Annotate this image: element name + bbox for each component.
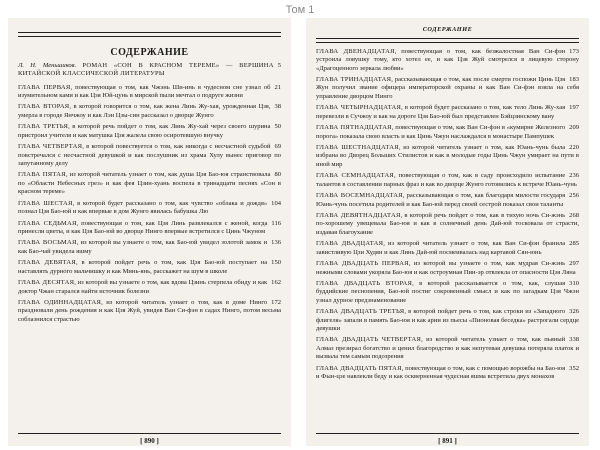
toc-chapter-label: ГЛАВА ТРЕТЬЯ	[18, 123, 69, 131]
toc-page-number: 104	[271, 199, 281, 207]
toc-chapter-label: ГЛАВА ДВАДЦАТЬ ТРЕТЬЯ	[316, 308, 405, 316]
toc-page-number: 5	[277, 62, 281, 69]
toc-page-number: 326	[569, 308, 579, 316]
toc-entry[interactable]	[18, 200, 281, 217]
toc-chapter-description: , повествующая о том, как Ван Си-фэн в «кумирне Железного порога» показала свою власть и как Цинь Чжун наслаждался в монастыре Пампушек	[316, 124, 566, 140]
page-number: [ 891 ]	[438, 437, 457, 445]
toc-list	[18, 62, 281, 327]
toc-page-number: 21	[274, 83, 281, 91]
toc-entry[interactable]	[316, 172, 579, 189]
toc-chapter-label: ГЛАВА ПЕРВАЯ	[18, 83, 71, 91]
toc-chapter-label: ГЛАВА ДЕВЯТНАДЦАТАЯ	[316, 212, 401, 220]
toc-chapter-description: , из которой читатель узнает о том, как пьяный Алмаз презирал богатство и ценил благородство и как непутевая девушка потеряла платок и вызвала тем самым подозрения	[316, 336, 579, 361]
toc-chapter-label: РОМАН «СОН В КРАСНОМ ТЕРЕМЕ» — ВЕРШИНА КИТАЙСКОЙ КЛАССИЧЕСКОЙ ЛИТЕРАТУРЫ	[18, 62, 274, 78]
toc-entry[interactable]	[18, 143, 281, 168]
toc-entry[interactable]	[18, 299, 281, 324]
toc-entry[interactable]	[18, 123, 281, 140]
toc-page-number: 236	[569, 172, 579, 180]
toc-chapter-label: ГЛАВА ПЯТАЯ	[18, 171, 66, 179]
toc-chapter-description: , рассказывающая о том, как после смерти госпожи Цинь Цзя Жун получил звание офицера императорской охраны и как Ван Си-фэн взяла на себя управление дворцом Нинго	[316, 76, 579, 100]
toc-chapter-label: ГЛАВА ДВАДЦАТЬ ЧЕТВЕРТАЯ	[316, 336, 422, 344]
toc-entry[interactable]	[316, 308, 579, 333]
toc-chapter-label: ГЛАВА ДВАДЦАТАЯ	[316, 240, 384, 248]
toc-chapter-label: ГЛАВА ЧЕТЫРНАДЦАТАЯ	[316, 104, 402, 112]
toc-chapter-description: , в которой пойдет речь о том, как строки из «Западного флигеля» запали в память Бао-юя и как арии из пьесы «Пионовая беседка» растрогали сердце девушки	[316, 308, 579, 332]
toc-page-number: 256	[569, 192, 579, 200]
toc-page-number: 38	[274, 103, 281, 111]
toc-chapter-label: ГЛАВА ДВАДЦАТЬ ВТОРАЯ	[316, 280, 413, 288]
page-title: СОДЕРЖАНИЕ	[110, 47, 189, 58]
toc-list	[316, 48, 579, 385]
toc-chapter-description: , из которой читатель узнает о том, как в доме Нинго праздновали день рождения и как Цзя Жуй, увидев Ван Си-фэн в садах Нинго, потом весьма соблазнился страстью	[18, 299, 281, 323]
toc-chapter-description: , из которой вы узнаете о том, как Бао-юй увидел золотой замок и как Бао-чай увидела яшму	[18, 239, 268, 255]
toc-chapter-description: , в которой будет рассказано о том, как тело Линь Жу-хая перевезли в Сучжоу и как на дороге Цзя Бао-юй был представлен Бэйцзинскому вану	[316, 104, 566, 120]
toc-entry[interactable]	[18, 220, 281, 237]
toc-chapter-label: ГЛАВА ДВЕНАДЦАТАЯ	[316, 48, 395, 55]
toc-chapter-label: ГЛАВА ВТОРАЯ	[18, 103, 70, 111]
toc-chapter-label: ГЛАВА ДВАДЦАТЬ ПЕРВАЯ	[316, 260, 409, 268]
toc-entry[interactable]	[18, 171, 281, 196]
toc-chapter-description: , повествующая о том, как Чжэнь Ши-инь в чудесном сне узнал об изумительном ками и как Цзя Юй-цунь в мирской пыли мечтал о подруге жизни	[18, 83, 271, 99]
toc-chapter-description: , из которой читатель узнает о том, как Ван Си-фэн бранила завистливую Цзи Худян и как Линь Дай-юй посмеивалась над картавой Сян-юнь	[316, 240, 566, 256]
toc-entry[interactable]	[18, 84, 281, 101]
toc-entry[interactable]	[18, 239, 281, 256]
toc-chapter-label: ГЛАВА ПЯТНАДЦАТАЯ	[316, 124, 392, 132]
toc-entry[interactable]	[316, 280, 579, 305]
toc-page-number: 183	[569, 76, 579, 84]
toc-chapter-label: ГЛАВА ДЕСЯТАЯ	[18, 279, 75, 287]
toc-entry[interactable]	[18, 259, 281, 276]
toc-chapter-description: , из которой читатель узнает о том, как душа Цзя Бао-юя странствовала по «Области Небесных грез» и как фея Цзин-хуань воспела в тринадцати песнях «Сон в красном тереме»	[18, 171, 281, 196]
toc-entry[interactable]	[316, 104, 579, 121]
toc-chapter-label: ГЛАВА СЕМНАДЦАТАЯ	[316, 172, 395, 180]
page-number: [ 890 ]	[140, 437, 159, 445]
toc-entry[interactable]	[18, 103, 281, 120]
toc-entry[interactable]	[316, 336, 579, 361]
toc-page-number: 136	[271, 239, 281, 247]
toc-entry[interactable]	[316, 240, 579, 257]
toc-page-number: 209	[569, 124, 579, 132]
toc-chapter-label: ГЛАВА ДЕВЯТАЯ	[18, 259, 76, 267]
toc-entry[interactable]	[316, 365, 579, 382]
toc-chapter-label: ГЛАВА ВОСЕМНАДЦАТАЯ	[316, 192, 403, 200]
toc-page-number: 220	[569, 144, 579, 152]
toc-chapter-description: , в которой рассказывается о том, как, слушая буддийские песнопения, Бао-юй постиг сокровенный смысл и как по загадкам Цзя Чжэн узнал дурное предзнаменование	[316, 280, 579, 304]
toc-page-number: 268	[569, 212, 579, 220]
toc-chapter-description: , в которой говорится о том, как жена Линь Жу-хая, урожденная Цзя, умерла в городе Янчжоу и как Лэн Цзы-син рассказал о дворце Жунго	[18, 103, 271, 119]
volume-header: Том 1	[285, 4, 315, 16]
toc-chapter-description: , в которой повествуется о том, как никогда с несчастной судьбой повстречался с несчастной девушкой и как послушник из храма Хулу вынес приговор по запутанному делу	[18, 143, 281, 167]
left-page	[8, 18, 291, 446]
toc-page-number: 173	[569, 48, 579, 55]
toc-chapter-description: , повествующая о том, как Цзя Линь развлекался с женой, когда принесли цветы, и как Цзя Бао-юй во дворце Нинго впервые встретился с Цинь Чжуном	[18, 219, 268, 235]
toc-entry[interactable]	[316, 260, 579, 277]
bottom-rule	[18, 433, 281, 434]
toc-chapter-label: ГЛАВА ОДИННАДЦАТАЯ	[18, 299, 102, 307]
toc-chapter-label: ГЛАВА ШЕСТАЯ	[18, 199, 73, 207]
toc-entry[interactable]	[316, 48, 579, 73]
toc-page-number: 150	[271, 259, 281, 267]
toc-page-number: 162	[271, 279, 281, 287]
right-page	[306, 18, 589, 446]
toc-entry[interactable]	[316, 144, 579, 169]
toc-page-number: 352	[569, 364, 579, 372]
toc-page-number: 197	[569, 104, 579, 112]
running-head: СОДЕРЖАНИЕ	[422, 26, 473, 33]
top-double-rule	[316, 38, 579, 43]
toc-page-number: 310	[569, 280, 579, 288]
toc-chapter-description: , в которой речь пойдет о том, как Линь Жу-хай через своего шурина пристроил учителя и как матушка Цзя жалела свою осиротевшую внучку	[18, 123, 271, 139]
toc-entry[interactable]	[316, 212, 579, 237]
toc-entry[interactable]	[18, 279, 281, 296]
toc-chapter-description: , повествующая о том, как в саду происходило испытание талантов в составлении парных фраз и как во дворце Жунго готовились к встрече Юань-чунь	[316, 172, 577, 188]
toc-chapter-label: ГЛАВА СЕДЬМАЯ	[18, 219, 77, 227]
toc-chapter-description: , повествующая о том, как с помощью ворожбы на Бао-юя и Фын-цзе навлекли беду и как оскверненная чудесная яшма встретила двух монахов	[316, 364, 566, 380]
toc-chapter-description: , в которой будет рассказано о том, как чувство «облака и дождя» познал Цзя Бао-юй и как впервые в дом Жунго явилась бабушка Лю	[18, 199, 268, 215]
toc-entry[interactable]	[316, 76, 579, 101]
toc-page-number: 285	[569, 240, 579, 248]
toc-chapter-description: , в которой пойдет речь о том, как Цзя Бао-юй поступает на наставлять дурного мальчишку и как Минь-янь, расскажет на шум в школе	[18, 259, 268, 275]
toc-page-number: 80	[274, 171, 281, 179]
toc-page-number: 338	[569, 336, 579, 344]
toc-page-number: 69	[274, 143, 281, 151]
top-double-rule	[18, 32, 281, 37]
toc-chapter-description: , из которой читатель узнает о том, как Юань-чунь была избрана во Дворец Больших Стилистов и как в молодые годы Цинь Чжун умирает на пути в иной мир	[316, 144, 579, 168]
toc-chapter-description: , рассказывающая о том, как благодаря милости государя Юань-чунь посетила родителей и как Бао-юй перед своей сестрой показал свои таланты	[316, 192, 566, 208]
toc-chapter-description: , из которой вы узнаете о том, как вдова Цзинь стерпела обиду и как доктор Чжан старался найти источник болезни	[18, 279, 268, 295]
toc-page-number: 50	[274, 123, 281, 131]
toc-chapter-description: , из которой вы узнаете о том, как мудрая Си-жэнь нежными словами укоряла Бао-юя и как остроумная Пин-эр отвлекла от опасности Цзя Ляна	[316, 260, 576, 276]
toc-entry[interactable]	[316, 124, 579, 141]
toc-chapter-description: , в которой речь пойдет о том, как в тихую ночь Си-жэнь по-хорошему увещевала Бао-юя и как в солнечный день Дай-юй тосковала от страсти, издавая благоухание	[316, 212, 579, 236]
toc-chapter-label: ГЛАВА ЧЕТВЕРТАЯ	[18, 143, 83, 151]
bottom-rule	[316, 433, 579, 434]
toc-author: Л. Н. Меньшиков.	[18, 62, 77, 69]
toc-entry[interactable]	[18, 62, 281, 79]
toc-entry[interactable]	[316, 192, 579, 209]
toc-chapter-description: , повествующая о том, как безжалостная Ван Си-фэн устроила ловушку тому, кто хотел ее, и как Цзя Жуй смотрелся в лицевую сторону «Драгоценного зеркала любви»	[316, 48, 579, 72]
toc-chapter-label: ГЛАВА ШЕСТНАДЦАТАЯ	[316, 144, 399, 152]
toc-chapter-label: ГЛАВА ТРИНАДЦАТАЯ	[316, 76, 392, 84]
toc-page-number: 172	[271, 299, 281, 307]
toc-page-number: 297	[569, 260, 579, 268]
toc-page-number: 116	[271, 219, 281, 227]
toc-chapter-label: ГЛАВА ДВАДЦАТЬ ПЯТАЯ	[316, 364, 402, 372]
toc-chapter-label: ГЛАВА ВОСЬМАЯ	[18, 239, 77, 247]
